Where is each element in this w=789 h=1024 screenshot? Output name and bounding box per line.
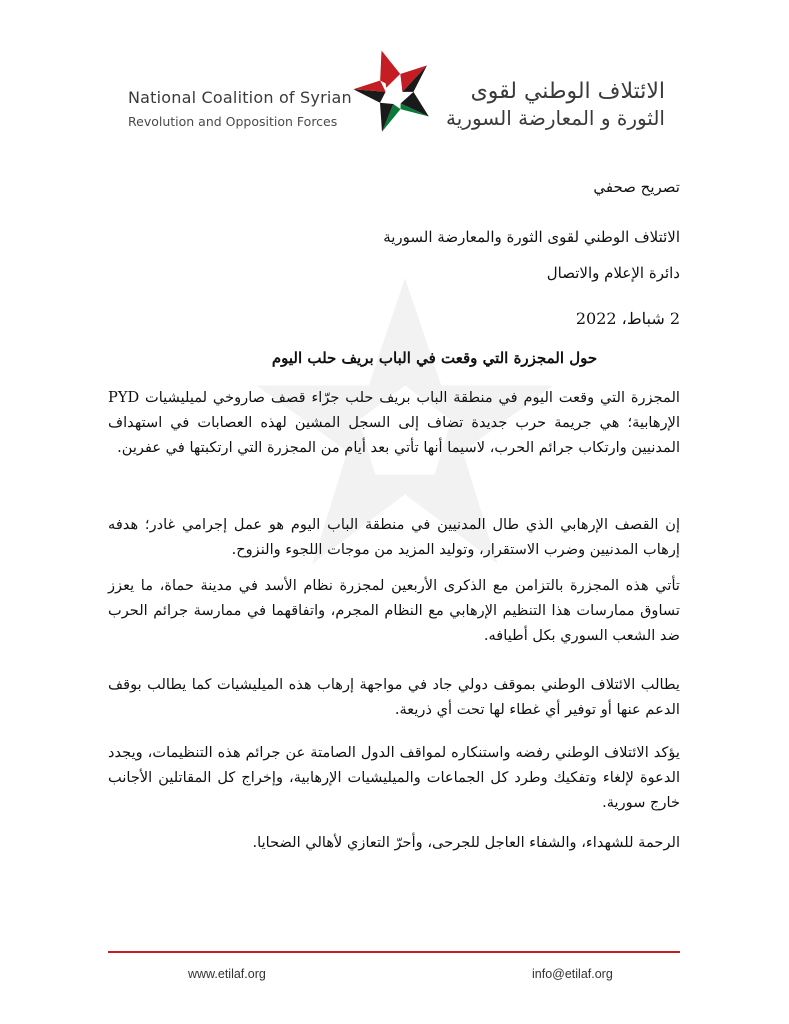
statement-title: حول المجزرة التي وقعت في الباب بريف حلب اليوم: [271, 349, 598, 367]
paragraph-1: المجزرة التي وقعت اليوم في منطقة الباب بريف حلب جرّاء قصف صاروخي لميليشيات PYD الإرهابية؛ هي جريمة حرب جديدة تضاف إلى السجل المشين لهذه العصابات في استهداف المدنيين وارتكاب جرائم الحرب، لاسيما أنها تأتي بعد أيام من المجزرة التي ارتكبتها في عفرين.: [108, 389, 680, 456]
paragraph-2: إن القصف الإرهابي الذي طال المدنيين في منطقة الباب اليوم هو عمل إجرامي غادر؛ هدفه إرهاب المدنيين وضرب الاستقرار، وتوليد المزيد من موجات اللجوء والنزوح.: [108, 516, 680, 558]
paragraph-4: يطالب الائتلاف الوطني بموقف دولي جاد في مواجهة إرهاب هذه الميليشيات كما يطالب بوقف الدعم عنها أو توفير أي غطاء لها تحت أي ذريعة.: [108, 676, 680, 718]
org-name-english: [128, 88, 352, 129]
date: 2 شباط، 2022: [575, 309, 680, 328]
org-name-en-line1: National Coalition of Syrian: [128, 88, 352, 107]
footer-email-link[interactable]: info@etilaf.org: [532, 967, 613, 981]
document-type: تصريح صحفي: [593, 178, 680, 196]
paragraph-3: تأتي هذه المجزرة بالتزامن مع الذكرى الأربعين لمجزرة نظام الأسد في مدينة حماة، ما يعزز تساوق ممارسات هذا التنظيم الإرهابي مع النظام المجرم، واتفاقهما في ممارسة جرائم الحرب ضد الشعب السوري بكل أطيافه.: [108, 577, 680, 644]
footer-website-link[interactable]: www.etilaf.org: [188, 967, 266, 981]
department: دائرة الإعلام والاتصال: [546, 264, 680, 282]
org-name-ar-line2: الثورة و المعارضة السورية: [446, 106, 665, 130]
org-name-arabic: [446, 78, 665, 130]
footer-divider: [108, 951, 680, 953]
star-logo-icon: [349, 45, 439, 133]
paragraph-6: الرحمة للشهداء، والشفاء العاجل للجرحى، وأحرّ التعازي لأهالي الضحايا.: [252, 834, 680, 851]
org-name-ar-line1: الائتلاف الوطني لقوى: [470, 79, 665, 104]
issuer: الائتلاف الوطني لقوى الثورة والمعارضة السورية: [383, 228, 680, 246]
paragraph-5: يؤكد الائتلاف الوطني رفضه واستنكاره لمواقف الدول الصامتة عن جرائم هذه التنظيمات، ويجدد الدعوة لإلغاء وتفكيك وطرد كل الجماعات والميليشيات الإرهابية، وإخراج كل المقاتلين الأجانب خارج سورية.: [108, 744, 680, 811]
org-name-en-line2: Revolution and Opposition Forces: [128, 114, 338, 129]
